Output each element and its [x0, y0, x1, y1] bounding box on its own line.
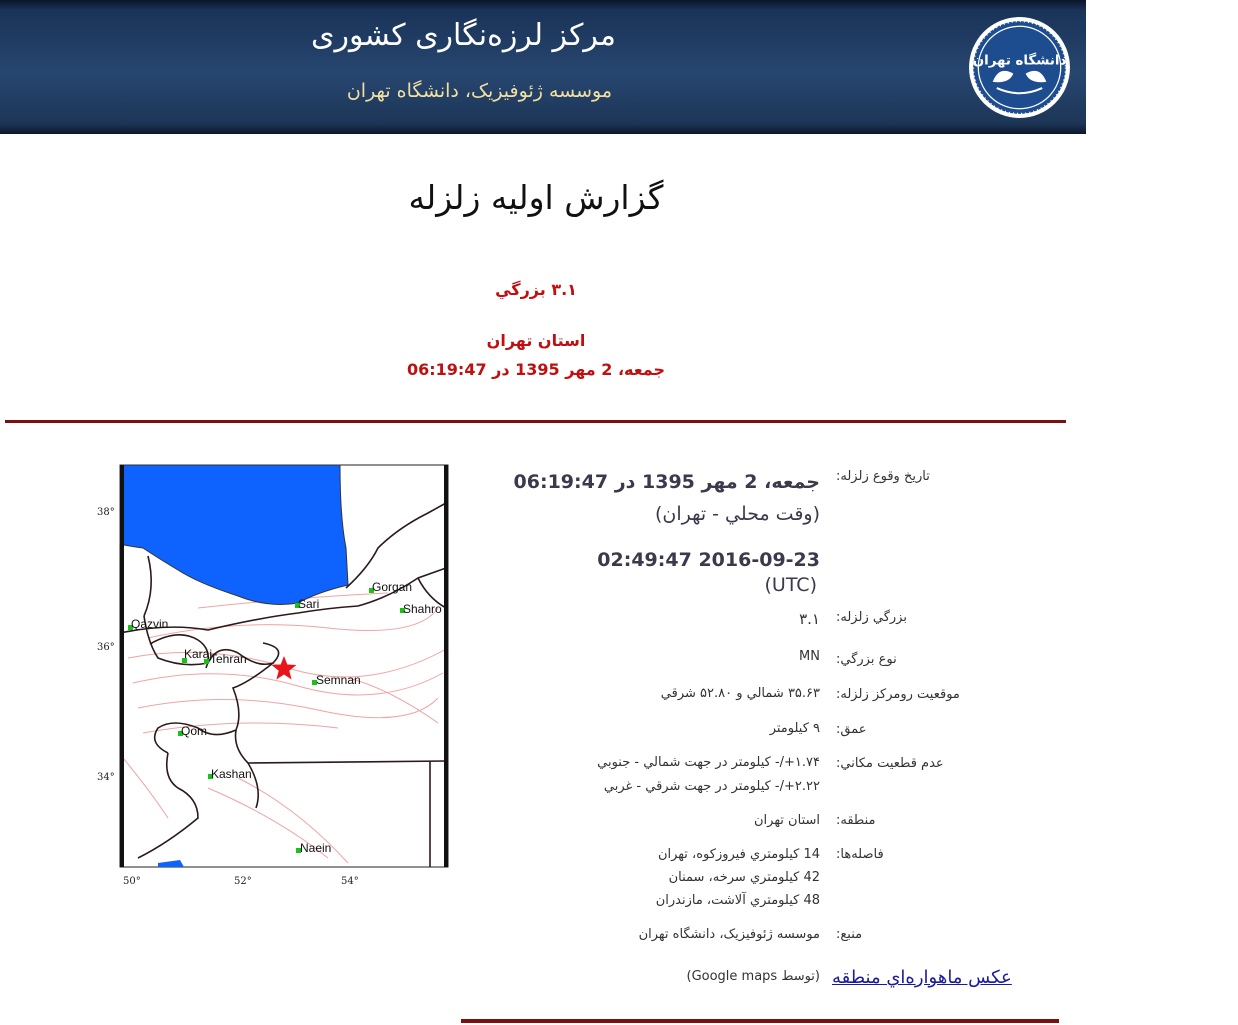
lat-tick-36: 36° [97, 642, 115, 653]
date-local-value: جمعه، 2 مهر 1395 در 06:19:47 [513, 471, 820, 493]
magnitude-value: ۳.۱ [799, 610, 820, 628]
lon-tick-50: 50° [123, 876, 141, 887]
source-label: منبع: [836, 927, 863, 942]
province-heading: استان تهران [486, 331, 586, 350]
epicenter-map[interactable] [88, 458, 460, 890]
region-value: استان تهران [753, 813, 820, 828]
datetime-heading: جمعه، 2 مهر 1395 در 06:19:47 [406, 360, 666, 379]
lat-tick-38: 38° [97, 507, 115, 518]
lon-tick-54: 54° [341, 876, 359, 887]
city-label-kashan: Kashan [211, 767, 252, 781]
lat-tick-34: 34° [97, 772, 115, 783]
distance-firuzkuh: 14 کيلومتري فيروزکوه، تهران [657, 847, 820, 862]
site-header [0, 0, 1086, 134]
city-label-tehran: Tehran [210, 652, 247, 666]
site-subtitle: موسسه ژئوفیزیک، دانشگاه تهران [346, 80, 612, 102]
city-label-shahroud: Shahro [403, 602, 442, 616]
city-label-gorgan: Gorgan [372, 580, 413, 594]
page-title: گزارش اولیه زلزله [408, 178, 664, 217]
uncertainty-ew: ۲.۲۲+/- کيلومتر در جهت شرقي - غربي [603, 779, 820, 794]
depth-label: عمق: [836, 722, 867, 737]
region-label: منطقه: [836, 813, 876, 828]
university-logo[interactable] [968, 16, 1071, 119]
date-utc-note: (UTC) [764, 574, 817, 596]
satellite-image-link[interactable]: عکس ماهواره‌اي منطقه [832, 967, 1012, 988]
source-value: موسسه ژئوفيزيک، دانشگاه تهران [638, 927, 820, 942]
site-title: مرکز لرزه‌نگاری کشوری [311, 18, 616, 53]
magnitude-heading: ۳.۱ بزرگي [495, 280, 577, 299]
city-label-sari: Sari [298, 597, 320, 611]
lon-tick-52: 52° [234, 876, 252, 887]
location-label: موقعيت رومرکز زلزله: [836, 687, 960, 702]
date-label: تاريخ وقوع زلزله: [836, 469, 930, 484]
city-label-qazvin: Qazvin [131, 617, 169, 631]
distances-label: فاصله‌ها: [836, 847, 884, 862]
google-maps-note: (توسط Google maps) [686, 969, 820, 984]
uncertainty-ns: ۱.۷۴+/- کيلومتر در جهت شمالي - جنوبي [597, 755, 820, 770]
uncertainty-label: عدم قطعيت مکاني: [836, 756, 944, 771]
date-utc-value: 2016-09-23 02:49:47 [597, 549, 820, 571]
city-label-naein: Naein [300, 841, 332, 855]
city-label-qom: Qom [181, 724, 208, 738]
mag-type-label: نوع بزرگي: [836, 652, 897, 667]
mag-type-value: MN [799, 649, 820, 664]
logo-text: دانشگاه تهران [972, 53, 1067, 69]
distance-sorkheh: 42 کيلومتري سرخه، سمنان [668, 870, 820, 885]
distance-alasht: 48 کيلومتري آلاشت، مازندران [655, 893, 820, 908]
divider-top [5, 420, 1066, 423]
divider-bottom [461, 1019, 1059, 1023]
depth-value: ۹ کيلومتر [769, 721, 820, 736]
date-local-note: (وقت محلي - تهران) [654, 503, 820, 525]
city-label-karaj: Karaj [184, 647, 213, 661]
magnitude-label: بزرگي زلزله: [836, 610, 907, 625]
location-value: ۳۵.۶۳ شمالي و ۵۲.۸۰ شرقي [660, 686, 820, 701]
city-label-semnan: Semnan [316, 673, 361, 687]
